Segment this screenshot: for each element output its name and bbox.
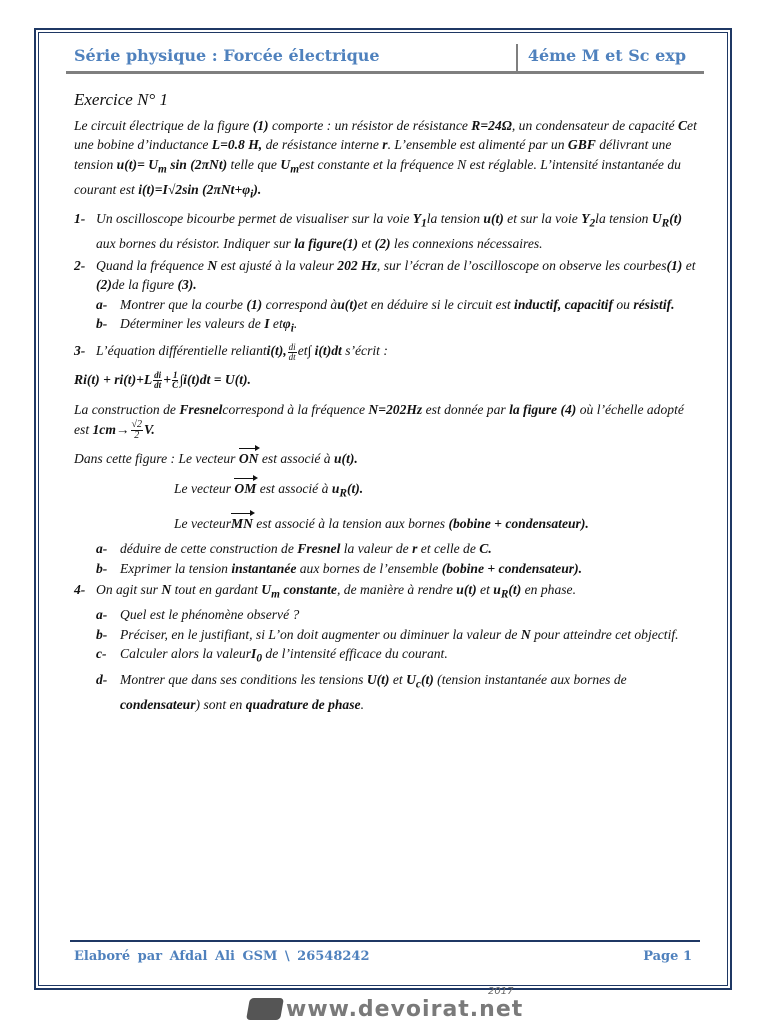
- subquestion-number: c-: [96, 646, 107, 662]
- text-run: les connexions nécessaires.: [390, 236, 543, 252]
- subquestion-number: a-: [96, 541, 108, 557]
- text-run: Préciser, en le justifiant, si L’on doit augmenter ou diminuer la valeur de: [120, 626, 521, 642]
- text-run: (2): [374, 236, 391, 252]
- text-run: Déterminer les valeurs de: [120, 316, 265, 332]
- watermark-year: 2017: [488, 986, 514, 997]
- text-run: U: [406, 671, 416, 687]
- page-number: Page 1: [643, 948, 692, 964]
- text-run: et une bobine d’inductance: [74, 117, 697, 152]
- question-4d: [96, 670, 700, 715]
- text-run: (t): [420, 671, 434, 687]
- text-run: U(t): [366, 671, 390, 687]
- text-run: u(t): [456, 582, 477, 598]
- text-run: et celle de: [417, 541, 480, 557]
- text-run: de résistance interne: [262, 137, 383, 152]
- text-run: correspond à: [262, 296, 338, 312]
- text-run: Montrer que dans ses conditions les tensions: [120, 671, 367, 687]
- text-run: u: [493, 582, 501, 598]
- class-level: 4éme M et Sc exp: [527, 46, 686, 65]
- vector-on-line: [74, 449, 700, 469]
- text-run: tout en gardant: [171, 582, 262, 598]
- subquestion-text: [120, 670, 700, 715]
- text-run: aux bornes du résistor. Indiquer sur: [96, 236, 295, 252]
- text-run: Y: [581, 210, 590, 226]
- subquestion-number: a-: [96, 296, 108, 312]
- text-run: Fresnel: [179, 402, 223, 418]
- question-number: 4-: [74, 582, 86, 598]
- question-2b: [96, 314, 700, 339]
- text-run: i(t)=I√2sin (2πNt+φ: [138, 181, 251, 197]
- text-run: et en déduire si le circuit est: [357, 296, 515, 312]
- subquestion-text: [120, 314, 700, 339]
- text-run: φ: [282, 316, 291, 332]
- text-run: (t): [669, 210, 683, 226]
- equation-part: ∫i(t)dt = U(t).: [179, 371, 251, 387]
- text-run: et: [389, 671, 407, 687]
- text-run: 0: [256, 653, 262, 666]
- question-2: [74, 256, 700, 295]
- subquestion-text: [120, 644, 700, 669]
- site-watermark: [248, 986, 524, 1024]
- scale-unit: V.: [144, 421, 155, 437]
- text-run: la tension: [426, 210, 484, 226]
- text-run: la valeur de: [340, 541, 413, 557]
- text-run: R=24Ω: [471, 117, 512, 133]
- fraction-numerator: √2: [131, 419, 142, 430]
- text-run: sin (2πNt): [166, 156, 228, 172]
- text-run: la tension: [595, 210, 652, 226]
- text-run: , sur l’écran de l’oscilloscope on observe les courbes: [376, 257, 667, 273]
- fraction-denominator: dt: [288, 351, 296, 362]
- q3-text: L’équation différentielle reliant: [96, 343, 267, 359]
- text-run: u(t)= U: [116, 156, 159, 172]
- question-3b: [96, 559, 700, 579]
- text-run: (tension instantanée aux bornes de: [433, 671, 627, 687]
- text-run: (3).: [177, 277, 197, 293]
- subquestion-number: a-: [96, 607, 108, 623]
- vector-on: ON: [239, 449, 259, 469]
- text-run: L=0.8 H,: [211, 137, 263, 152]
- differential-equation: [74, 370, 700, 390]
- text-run: r: [412, 541, 418, 557]
- text-run: Exprimer la tension: [120, 560, 232, 576]
- vector-value: u(t).: [334, 451, 358, 466]
- text-run: est ajusté à la valeur: [217, 257, 338, 273]
- text-run: 202 Hz: [337, 257, 377, 273]
- text-run: N: [207, 257, 218, 273]
- text-run: et: [476, 582, 494, 598]
- text-run: R: [500, 588, 509, 601]
- text-run: .: [360, 696, 364, 712]
- question-4: [74, 580, 700, 605]
- vector-text: est associé à la tension aux bornes: [252, 515, 449, 531]
- q3-text: s’écrit :: [341, 343, 388, 359]
- text-run: N: [161, 582, 172, 598]
- text-run: de l’intensité efficace du courant.: [262, 646, 448, 662]
- text-run: . L’ensemble est alimenté par un: [387, 137, 568, 152]
- text-run: u(t): [337, 296, 358, 312]
- text-run: Montrer que la courbe: [120, 296, 247, 312]
- text-run: et: [358, 236, 375, 252]
- vector-value: (t).: [346, 480, 364, 496]
- question-number: 2-: [74, 257, 86, 273]
- subquestion-text: [120, 539, 700, 559]
- fraction-denominator: 2: [134, 430, 140, 441]
- subquestion-text: [120, 295, 700, 315]
- text-run: et: [269, 316, 283, 332]
- text-run: (2): [96, 277, 112, 293]
- text-run: Calculer alors la valeur: [120, 646, 252, 662]
- text-run: 2: [589, 217, 596, 230]
- text-run: .: [293, 316, 298, 332]
- question-number: 1-: [74, 210, 86, 226]
- subquestion-text: [120, 625, 700, 645]
- question-text: [96, 580, 700, 605]
- text-run: c: [415, 678, 421, 691]
- text-run: et sur la voie: [503, 210, 582, 226]
- question-4b: [96, 625, 700, 645]
- equation-part: Ri(t) + ri(t)+L: [74, 371, 153, 387]
- text-run: correspond à la fréquence: [222, 402, 369, 418]
- scale-fraction: [131, 420, 144, 441]
- q3-variable: i(t),: [266, 343, 287, 359]
- fraction-numerator: di: [154, 370, 162, 381]
- text-run: Fresnel: [297, 541, 341, 557]
- question-text: [96, 256, 700, 295]
- text-run: GBF: [567, 137, 596, 152]
- subquestion-number: b-: [96, 316, 108, 332]
- exercise-content: [74, 90, 700, 714]
- text-run: i: [290, 322, 294, 335]
- question-text: [96, 341, 700, 361]
- text-run: i: [250, 188, 254, 201]
- text-run: aux bornes de l’ensemble: [296, 560, 442, 576]
- subquestion-text: [120, 559, 700, 579]
- text-run: Quel est le phénomène observé ?: [120, 607, 300, 623]
- series-title: Série physique : Forcée électrique: [74, 46, 380, 65]
- mouse-logo-icon: [246, 998, 284, 1020]
- author-contact: Elaboré par Afdal Ali GSM \ 26548242: [74, 948, 370, 964]
- vector-intro: Dans cette figure : Le vecteur: [74, 451, 239, 466]
- text-run: la figure(1): [294, 236, 359, 252]
- subquestion-number: b-: [96, 626, 108, 642]
- exercise-title: Exercice N° 1: [74, 90, 168, 109]
- question-number: 3-: [74, 343, 86, 359]
- text-run: (1): [666, 257, 683, 273]
- text-run: délivrant une tension: [74, 137, 672, 172]
- vector-label: Le vecteur: [174, 515, 231, 531]
- text-run: et: [682, 257, 696, 273]
- question-1: [74, 209, 700, 254]
- text-run: ou: [612, 296, 634, 312]
- fresnel-text: [74, 402, 684, 437]
- text-run: constante: [279, 582, 337, 598]
- page-header: [66, 40, 704, 74]
- text-run: condensateur: [120, 696, 196, 712]
- question-3: [74, 341, 700, 361]
- text-run: (1): [252, 117, 269, 133]
- text-run: résistif.: [633, 296, 675, 312]
- text-run: La construction de: [74, 402, 180, 418]
- text-run: (4): [560, 402, 577, 418]
- text-run: , de manière à rendre: [336, 582, 457, 598]
- text-run: (1): [246, 296, 263, 312]
- text-run: 1cm→: [92, 421, 130, 437]
- text-run: Le circuit électrique de la figure: [74, 117, 253, 133]
- q3-text: et∫: [297, 343, 315, 359]
- text-run: Quand la fréquence: [96, 257, 208, 273]
- text-run: U: [261, 582, 272, 598]
- vector-text: est associé à: [258, 451, 334, 466]
- text-run: U: [651, 210, 662, 226]
- question-text: [96, 209, 700, 254]
- text-run: de la figure: [111, 277, 178, 293]
- fraction-numerator: 1: [172, 370, 178, 381]
- text-run: U: [280, 156, 291, 172]
- subquestion-number: b-: [96, 560, 108, 576]
- text-run: I: [264, 316, 270, 332]
- vector-om: OM: [234, 479, 256, 499]
- text-run: déduire de cette construction de: [120, 541, 298, 557]
- text-run: r: [382, 137, 388, 152]
- text-run: la figure: [509, 402, 558, 418]
- text-run: I: [251, 646, 257, 662]
- text-run: On agit sur: [96, 582, 162, 598]
- vector-text: est associé à: [256, 480, 332, 496]
- fresnel-paragraph: [74, 400, 700, 441]
- text-run: ) sont en: [195, 696, 246, 712]
- vector-om-line: [174, 479, 700, 504]
- text-run: comporte : un résistor de résistance: [268, 117, 472, 133]
- text-run: (t): [508, 582, 522, 598]
- question-4a: [96, 605, 700, 625]
- text-run: est constante et la fréquence N est réglable. L’intensité instantanée du courant est: [74, 156, 681, 197]
- text-run: C: [677, 117, 688, 133]
- fraction-denominator: C: [172, 380, 179, 391]
- derivative-fraction: [288, 343, 297, 362]
- text-run: N: [520, 626, 531, 642]
- text-run: telle que: [227, 156, 281, 172]
- vector-mn-line: [174, 514, 700, 534]
- text-run: ).: [253, 181, 262, 197]
- text-run: m: [158, 163, 167, 176]
- equation-fraction: [172, 371, 179, 390]
- text-run: m: [290, 163, 300, 176]
- fraction-denominator: dt: [154, 380, 162, 391]
- text-run: quadrature de phase: [245, 696, 361, 712]
- equation-operator: +: [163, 371, 171, 387]
- text-run: C.: [479, 541, 492, 557]
- text-run: pour atteindre cet objectif.: [530, 626, 679, 642]
- subquestion-text: [120, 605, 700, 625]
- equation-fraction: [153, 371, 162, 390]
- q3-integral: i(t)dt: [314, 343, 342, 359]
- text-run: en phase.: [521, 582, 576, 598]
- vector-value: u: [331, 480, 340, 496]
- vector-value: (bobine + condensateur).: [448, 515, 589, 531]
- watermark-text: www.devoirat.net: [286, 996, 524, 1022]
- exercise-intro: [74, 116, 700, 205]
- question-2a: [96, 295, 700, 315]
- text-run: Un oscilloscope bicourbe permet de visualiser sur la voie: [96, 210, 413, 226]
- vector-value-subscript: R: [339, 487, 347, 500]
- text-run: u(t): [483, 210, 504, 226]
- page-footer: [70, 940, 700, 970]
- question-4c: [96, 644, 700, 669]
- text-run: où l’échelle adopté est: [74, 402, 684, 437]
- text-run: , un condensateur de capacité: [511, 117, 678, 133]
- text-run: N=202Hz: [368, 402, 423, 418]
- fraction-numerator: di: [288, 341, 296, 352]
- text-run: m: [271, 588, 280, 601]
- text-run: 1: [421, 217, 427, 230]
- vector-label: Le vecteur: [174, 480, 235, 496]
- text-run: instantanée: [231, 560, 297, 576]
- vector-mn: MN: [231, 514, 253, 534]
- text-run: (bobine + condensateur).: [441, 560, 582, 576]
- text-run: est donnée par: [422, 402, 510, 418]
- question-3a: [96, 539, 700, 559]
- text-run: R: [661, 217, 670, 230]
- subquestion-number: d-: [96, 671, 108, 687]
- text-run: Y: [412, 210, 422, 226]
- text-run: inductif, capacitif: [514, 296, 613, 312]
